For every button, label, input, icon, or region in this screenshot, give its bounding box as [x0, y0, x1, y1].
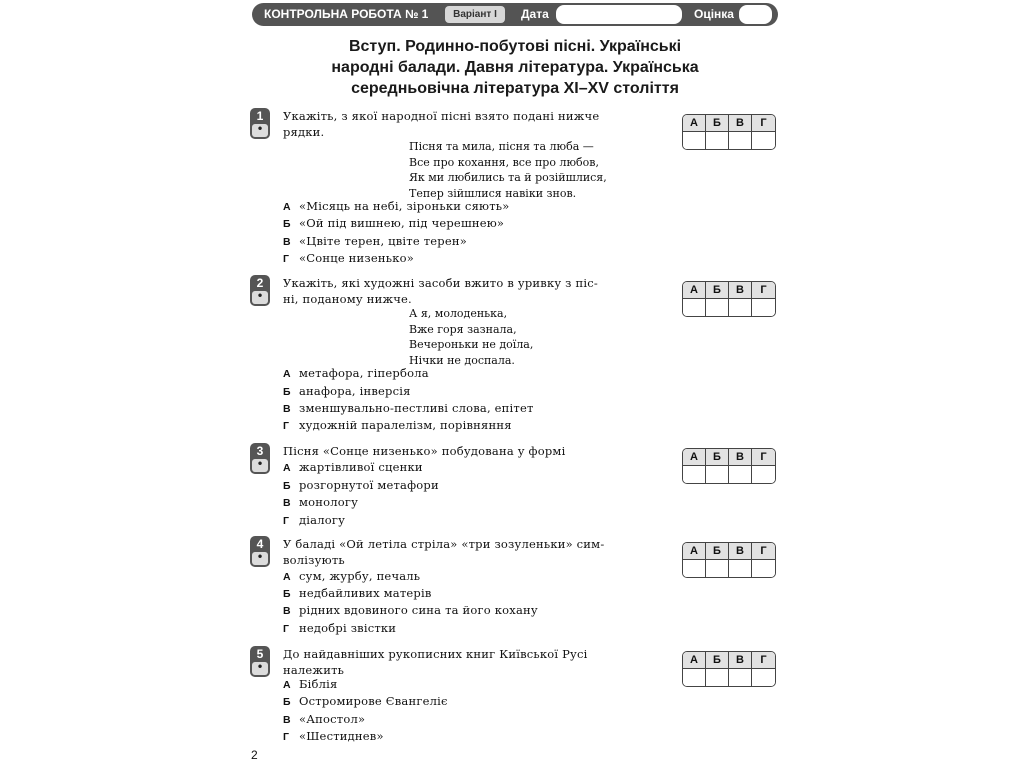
answer-grid-header: В [729, 652, 752, 669]
variant-badge: Варіант І [445, 6, 505, 23]
answer-cell[interactable] [706, 299, 729, 316]
option-text: зменшувально-пестливі слова, епітет [299, 401, 534, 415]
option-text: рідних вдовиного сина та його кохану [299, 603, 538, 617]
answer-cell[interactable] [706, 466, 729, 483]
option-letter: А [283, 201, 291, 213]
answer-option[interactable] [283, 603, 538, 617]
question-number-badge [250, 646, 270, 677]
option-text: недбайливих матерів [299, 586, 432, 600]
answer-grid [682, 114, 776, 150]
poem-line: Пісня та мила, пісня та люба — [409, 140, 594, 153]
option-letter: Б [283, 218, 291, 230]
answer-cell[interactable] [683, 560, 706, 577]
grade-field[interactable] [739, 5, 772, 24]
question-number: 3 [256, 444, 264, 458]
answer-grid [682, 651, 776, 687]
answer-option[interactable] [283, 234, 467, 248]
answer-cell[interactable] [752, 299, 775, 316]
option-text: «Ой під вишнею, під черешнею» [299, 216, 505, 230]
question-text-line: Укажіть, з якої народної пісні взято подані нижче [283, 109, 600, 123]
option-letter: Г [283, 623, 290, 635]
option-text: «Цвіте терен, цвіте терен» [299, 234, 467, 248]
answer-cell[interactable] [729, 560, 752, 577]
answer-grid-header: Г [752, 543, 775, 560]
answer-cell[interactable] [706, 132, 729, 149]
answer-option[interactable] [283, 513, 345, 527]
dot-icon: • [252, 459, 268, 472]
answer-grid-header: Б [706, 449, 729, 466]
answer-grid [682, 542, 776, 578]
poem-line: Все про кохання, все про любов, [409, 155, 599, 169]
answer-grid-header: Б [706, 543, 729, 560]
poem-excerpt [409, 306, 533, 368]
answer-grid [682, 281, 776, 317]
answer-option[interactable] [283, 216, 504, 230]
page-number: 2 [251, 748, 258, 762]
answer-grid [682, 448, 776, 484]
question-text-line: волізують [283, 553, 345, 567]
option-letter: А [283, 679, 291, 691]
answer-cell[interactable] [706, 560, 729, 577]
question-text [283, 536, 653, 568]
option-text: «Сонце низенько» [299, 251, 414, 265]
poem-line: А я, молоденька, [409, 307, 508, 320]
option-letter: А [283, 462, 291, 474]
poem-line: Як ми любились та й розійшлися, [409, 171, 607, 184]
answer-cell[interactable] [683, 132, 706, 149]
option-letter: Б [283, 588, 291, 600]
answer-cell[interactable] [729, 669, 752, 686]
answer-cell[interactable] [683, 466, 706, 483]
answer-grid-header: В [729, 115, 752, 132]
answer-option[interactable] [283, 401, 534, 415]
answer-option[interactable] [283, 677, 338, 691]
option-text: Біблія [299, 677, 338, 691]
option-text: «Шестиднев» [299, 729, 384, 743]
option-letter: А [283, 368, 291, 380]
answer-grid-header: В [729, 543, 752, 560]
option-letter: В [283, 714, 291, 726]
answer-grid-header: Г [752, 652, 775, 669]
question-number: 5 [256, 647, 264, 661]
option-text: художній паралелізм, порівняння [299, 418, 512, 432]
question-number-badge [250, 275, 270, 306]
answer-grid-header: В [729, 449, 752, 466]
question-text-line: У баладі «Ой летіла стріла» «три зозуленьки» сим- [283, 537, 605, 551]
answer-option[interactable] [283, 621, 396, 635]
question-text-line: рядки. [283, 125, 325, 139]
title-line: народні балади. Давня література. Українська [331, 59, 699, 76]
question-number: 1 [256, 109, 264, 123]
answer-option[interactable] [283, 729, 384, 743]
dot-icon: • [252, 291, 268, 304]
option-letter: Б [283, 696, 291, 708]
header-bar [252, 3, 778, 26]
question-text-line: Пісня «Сонце низенько» побудована у формі [283, 444, 566, 458]
question-text-line: належить [283, 663, 345, 677]
answer-option[interactable] [283, 251, 414, 265]
option-text: діалогу [299, 513, 346, 527]
option-text: «Апостол» [299, 712, 366, 726]
option-text: анафора, інверсія [299, 384, 411, 398]
question-text [283, 646, 653, 678]
answer-grid-header: Г [752, 282, 775, 299]
option-letter: А [283, 571, 291, 583]
answer-grid-header: Б [706, 652, 729, 669]
answer-cell[interactable] [752, 132, 775, 149]
question-number-badge [250, 443, 270, 474]
answer-cell[interactable] [729, 466, 752, 483]
answer-option[interactable] [283, 478, 439, 492]
question-number: 4 [256, 537, 264, 551]
option-letter: Г [283, 253, 290, 265]
option-text: Остромирове Євангеліє [299, 694, 448, 708]
question-number-badge [250, 536, 270, 567]
answer-cell[interactable] [683, 299, 706, 316]
answer-cell[interactable] [729, 132, 752, 149]
answer-option[interactable] [283, 495, 358, 509]
page-title [270, 36, 760, 99]
question-text [283, 108, 653, 140]
title-line: середньовічна література XI–XV століття [351, 80, 679, 97]
answer-grid-header: А [683, 449, 706, 466]
answer-option[interactable] [283, 366, 429, 380]
option-text: «Місяць на небі, зіроньки сяють» [299, 199, 510, 213]
question-text [283, 275, 653, 307]
question-text-line: ні, поданому нижче. [283, 292, 412, 306]
answer-cell[interactable] [752, 560, 775, 577]
poem-line: Нічки не доспала. [409, 353, 515, 367]
answer-grid-header: Б [706, 282, 729, 299]
answer-option[interactable] [283, 569, 420, 583]
question-number: 2 [256, 276, 264, 290]
option-letter: Г [283, 731, 290, 743]
grade-label: Оцінка [694, 7, 734, 21]
answer-cell[interactable] [752, 466, 775, 483]
date-field[interactable] [556, 5, 682, 24]
answer-option[interactable] [283, 199, 510, 213]
answer-option[interactable] [283, 418, 512, 432]
answer-grid-header: А [683, 115, 706, 132]
option-text: сум, журбу, печаль [299, 569, 421, 583]
dot-icon: • [252, 552, 268, 565]
option-text: монологу [299, 495, 359, 509]
test-title: КОНТРОЛЬНА РОБОТА № 1 [264, 7, 429, 21]
option-letter: Г [283, 515, 290, 527]
question-number-badge [250, 108, 270, 139]
option-letter: В [283, 605, 291, 617]
answer-grid-header: Б [706, 115, 729, 132]
answer-option[interactable] [283, 460, 423, 474]
answer-grid-header: В [729, 282, 752, 299]
question-text-line: Укажіть, які художні засоби вжито в уривку з піс- [283, 276, 598, 290]
poem-line: Вечероньки не доїла, [409, 338, 534, 351]
option-text: жартівливої сценки [299, 460, 423, 474]
option-letter: В [283, 403, 291, 415]
option-letter: В [283, 497, 291, 509]
option-text: метафора, гіпербола [299, 366, 429, 380]
poem-excerpt [409, 139, 607, 201]
poem-line: Вже горя зазнала, [409, 322, 517, 336]
title-line: Вступ. Родинно-побутові пісні. Українські [348, 38, 682, 55]
option-letter: Б [283, 480, 291, 492]
question-text [283, 443, 653, 459]
answer-grid-header: Г [752, 449, 775, 466]
date-label: Дата [521, 7, 549, 21]
option-letter: Г [283, 420, 290, 432]
dot-icon: • [252, 124, 268, 137]
dot-icon: • [252, 662, 268, 675]
answer-cell[interactable] [706, 669, 729, 686]
answer-cell[interactable] [729, 299, 752, 316]
answer-option[interactable] [283, 586, 432, 600]
option-text: розгорнутої метафори [299, 478, 439, 492]
option-text: недобрі звістки [299, 621, 397, 635]
answer-grid-header: А [683, 282, 706, 299]
answer-option[interactable] [283, 384, 411, 398]
answer-cell[interactable] [752, 669, 775, 686]
answer-cell[interactable] [683, 669, 706, 686]
question-text-line: До найдавніших рукописних книг Київської Русі [283, 647, 588, 661]
option-letter: Б [283, 386, 291, 398]
poem-line: Тепер зійшлися навіки знов. [409, 186, 577, 200]
answer-grid-header: А [683, 652, 706, 669]
answer-grid-header: А [683, 543, 706, 560]
answer-grid-header: Г [752, 115, 775, 132]
option-letter: В [283, 236, 291, 248]
answer-option[interactable] [283, 712, 365, 726]
answer-option[interactable] [283, 694, 448, 708]
